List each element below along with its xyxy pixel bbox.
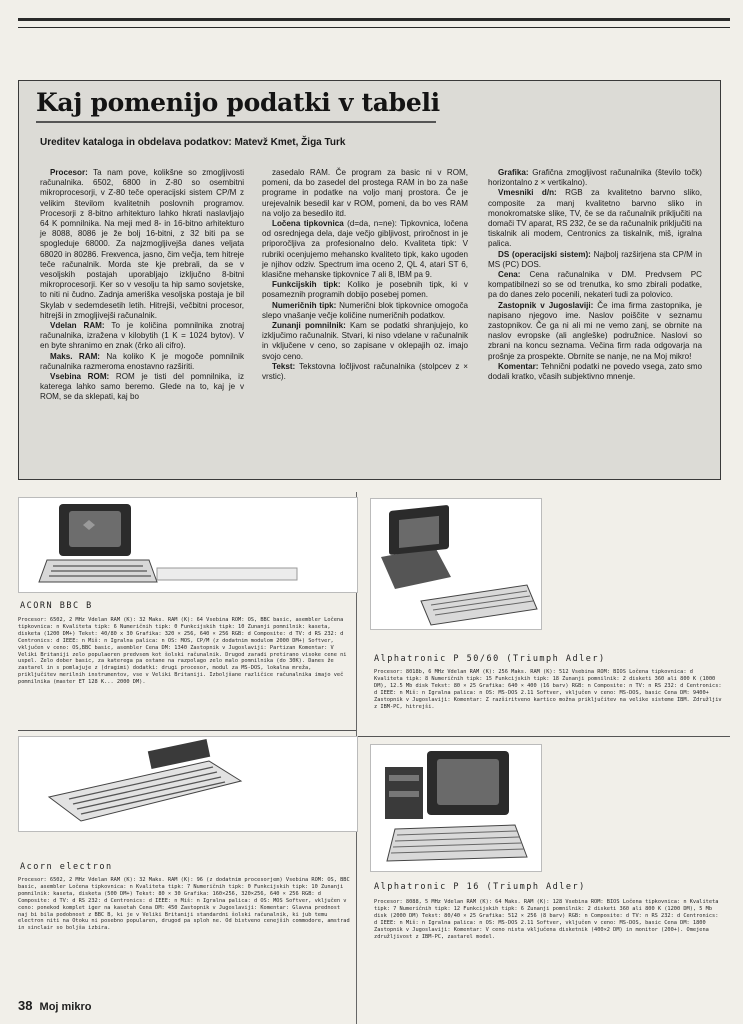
caption-alphatronic-p50: Alphatronic P 50/60 (Triumph Adler) <box>374 654 606 664</box>
definition-paragraph <box>40 168 244 321</box>
definition-term: Tekst: <box>272 361 296 371</box>
definition-text: Numerični blok tipkovnice omogoča slepo vnašanje večje količine numeričnih podatkov. <box>262 300 468 320</box>
title-underline <box>36 121 436 123</box>
definition-text: zasedalo RAM. Če program za basic ni v ROM, pomeni, da bo zasedel del prostega RAM in bo za naše programe in podatke na voljo manj prostora. Če je urejevalnik besedil kar v ROM, pomeni, da bo ves RAM na voljo za besedilo itd. <box>262 168 468 218</box>
definition-text: Cena računalnika v DM. Predvsem PC kompatibilnezi so se od trenutka, ko smo zbirali podatke, pa do danes zelo pocenili, nekateri tudi za polovico. <box>488 270 702 300</box>
definition-term: Zunanji pomnilnik: <box>272 321 346 331</box>
photo-acorn-bbc-b <box>18 497 358 593</box>
definition-text: Grafična zmogljivost računalnika (število točk) horizontalno z × vertikalno). <box>488 168 702 188</box>
definition-paragraph <box>40 321 244 352</box>
row-divider-left <box>18 730 356 731</box>
text-column-1 <box>40 168 244 403</box>
caption-alphatronic-p16: Alphatronic P 16 (Triumph Adler) <box>374 882 586 892</box>
photo-alphatronic-p16 <box>370 744 542 872</box>
credits: Ureditev kataloga in obdelava podatkov: Matevž Kmet, Žiga Turk <box>40 137 346 148</box>
definition-paragraph <box>262 301 468 321</box>
definition-paragraph <box>40 352 244 372</box>
definition-paragraph <box>488 250 702 270</box>
caption-acorn-bbc-b: ACORN BBC B <box>20 601 93 611</box>
definition-text: Kam se podatki shranjujejo, ko izključimo računalnik. Stvari, ki niso vdelane v računalnik in vključene v ceno, so zapisane v oklepajih oz. imajo svojo ceno. <box>262 321 468 361</box>
definition-term: Numeričnih tipk: <box>272 300 337 310</box>
definition-text: To je količina pomnilnika znotraj računalnika, izražena v kilobytih (1 K = 1024 bytov). V en byte shranimo en znak (črko ali cifro). <box>40 321 244 351</box>
definition-term: Komentar: <box>498 361 539 371</box>
row-divider-right <box>357 736 730 737</box>
definition-term: Ločena tipkovnica <box>272 219 344 229</box>
definition-term: Cena: <box>498 270 521 280</box>
spec-acorn-bbc-b: Procesor: 6502, 2 MHz Vdelan RAM (K): 32 Maks. RAM (K): 64 Vsebina ROM: OS, BBC basic, asembler Ločena tipkovnica: n Kvaliteta tipk: 6 Numeričnih tipk: 0 Funkcijskih tipk: 10 Zunanji pomnilnik: kaseta, disketa (1200 DM+) Tekst: 40/80 x 30 Grafika: 320 × 256, 640 × 256 RGB: d Composite: d TV: d RS 232: d Centronics: d IEEE: n Miš: n Igralna palica: n OS: MOS, CP/M (z dodatnim modulom 2000 DM+) Softver, vključen v ceno: OS,BBC basic, asembler Cena DM: 1340 Zastopnik v Jugoslaviji: Partizan Komentar: V Veliki Britaniji zelo populaeren predvsem kot šolski računalnik. Drugod zaradi pretirano visoke cene ni uspel. Zelo dober basic, za katerega pa ostane na razpolago zelo malo pomnilnika (do 30K). Danes že zastarel in s pomlajuje z (dragimi) dodatki: drugi procesor, modul za MS-DOS, lokalna mreža, priključitev merilnih instrumentov, vse v Veliki Britaniji. Izboljšane različice računalnika imajo več pomnilnika (master ET 128 K... 2000 DM). <box>18 617 347 686</box>
photo-alphatronic-p50 <box>370 498 542 630</box>
definition-paragraph <box>488 270 702 301</box>
caption-acorn-electron: Acorn electron <box>20 862 113 872</box>
definition-term: Vmesniki d/n: <box>498 188 557 198</box>
definition-text: Če ima firma zastopnika, je napisano njegovo ime. Naslov poiščite v seznamu zastopnikov. Če ga ni ali mi ne vemo zanj, se obrnite na naslov evropske (ali angleške) podružnice. Naslovi so zbrani na koncu seznama. Večina firm rada odgovarja na prošnje za prospekte. Obrnite se nanje, ne na Moj mikro! <box>488 300 702 361</box>
page-title: Kaj pomenijo podatki v tabeli <box>36 88 440 117</box>
definition-text: ROM je tisti del pomnilnika, iz katerega lahko samo beremo. Glede na to, kaj je v ROM, se da sklepati, kaj bo <box>40 372 244 402</box>
definition-term: Funkcijskih tipk: <box>272 280 341 290</box>
top-rule-thick <box>18 18 730 21</box>
text-column-3 <box>488 168 702 382</box>
definition-paragraph <box>262 168 468 219</box>
definition-text: (d=da, n=ne): Tipkovnica, ločena od osrednjega dela, daje večjo gibljivost, priročnost in je priporočljiva za profesionalno delo. Kvaliteta tipk: V rubriki ocenjujemo mehansko kvaliteto tipk, kako ugoden je njihov odziv. Spectrum ima oceno 2, QL 4, atari ST 6, klasične mehanske tipkovnice 7 ali 8, IBM pa 9. <box>262 219 468 280</box>
definition-term: Grafika: <box>498 168 529 177</box>
definition-term: Zastopnik v Jugoslaviji: <box>498 300 594 310</box>
definition-paragraph <box>262 219 468 280</box>
definition-text: Ta nam pove, kolikšne so zmogljivosti računalnika. 6502, 6800 in Z-80 so osembitni mikroprocesorji, v Z-80 teče operacijski sistem CP/M z velikim številom kvalitetnih poslovnih programov. Procesorji z 8-bitno arhitekturo lahko hkrati naslavljajo 64 K pomnilnika. Na meji med 8- in 16-bitno arhitekturo je 8088, 8086 je že bolj 16-bitni, z 32 biti pa se spogleduje 68000. Za najzmogljivejša danes veljata 68020 in 80286. Freкvenca, jasno, čim večja, tem hitreje teče računalnik. Morda ste kje prebrali, da se v vesoljskih postajah uporabljajo izključno 8-bitni mikroprocesorji. Ker so v vesolju ta hip samo sovjetske, to niti ni čudno. Zadnja ameriška vesoljska postaja je bil Skylab v sedemdesetih letih. Hitrejši, večbitni procesor, hitrejši in zmogljivejši računalnik. <box>40 168 244 320</box>
definition-text: Na koliko K je mogoče pomnilnik računalnika razmeroma enostavno razširiti. <box>40 351 245 371</box>
page-number: 38 <box>18 998 33 1013</box>
magazine-name: Moj mikro <box>39 1001 92 1013</box>
definition-paragraph <box>40 372 244 403</box>
definition-paragraph <box>262 362 468 382</box>
definition-text: Koliko je posebnih tipk, ki v posameznih programih dobijo posebej pomen. <box>262 280 468 300</box>
definition-term: Maks. RAM: <box>50 351 101 361</box>
definition-term: Vdelan RAM: <box>50 321 105 331</box>
definition-term: DS (operacijski sistem): <box>498 249 591 259</box>
spec-alphatronic-p16: Procesor: 8088, 5 MHz Vdelan RAM (K): 64 Maks. RAM (K): 128 Vsebina ROM: BIOS Ločena tipkovnica: n Kvaliteta tipk: 7 Numeričnih tipk: 12 Funkcijskih tipk: 6 Zunanji pomnilnik: 2 disketi 360 ali 800 K (1200 DM), 5 Mb disk (2000 DM) Tekst: 80/40 × 25 Grafika: 512 × 256 (8 barv) RGB: n Composite: d TV: n RS 232: d Centronics: d IEEE: n Miš: n Igralna palica: n OS: MS-DOS 2.11 Softver, vključen v ceno: MS-DOS, basic Cena DM: 1800 Zastopnik v Jugoslaviji: Komentar: V ceno nista vključena disketnik (400×2 DM) in monitor (200+). Omejena združljivost z IBM-PC, zastarel model. <box>374 899 719 940</box>
definition-term: Vsebina ROM: <box>50 372 110 382</box>
definition-text: Najbolj razširjena sta CP/M in MS (PC) DOS. <box>488 249 702 269</box>
definition-term: Procesor: <box>50 168 88 177</box>
photo-acorn-electron <box>18 736 358 832</box>
definition-paragraph <box>488 362 702 382</box>
definition-text: Tehnični podatki ne povedo vsega, zato smo dodali kratko, včasih subjektivno mnenje. <box>488 361 702 382</box>
top-rule-thin <box>18 27 730 28</box>
definition-paragraph <box>488 168 702 188</box>
page-footer <box>18 998 91 1013</box>
spec-alphatronic-p50: Procesor: 8018b, 6 MHz Vdelan RAM (K): 256 Maks. RAM (K): 512 Vsebina ROM: BIOS Ločena tipkovnica: d Kvaliteta tipk: 8 Numeričnih tipk: 15 Funkcijskih tipk: 18 Zunanji pomnilnik: 2 disketi 360 ali 800 K (1000 DM), 12.5 Mb disk Tekst: 80 × 25 Grafika: 640 × 400 (16 barv) RGB: n Composite: n TV: n RS 232: d Centronics: d IEEE: n Miš: n Igralna palica: n OS: MS-DOS 2.11 Softver, vključen v ceno: MS-DOS, basic Cena DM: 9400+ Zastopnik v Jugoslaviji: Komentar: Z razširitveno kartico možna priključitev na velike sisteme IBM. Združljiv z IBM-PC, hitrejši. <box>374 669 722 710</box>
definition-text: Tekstovna ločljivost računalnika (stolpcev z × vrstic). <box>262 361 468 382</box>
definition-paragraph <box>488 188 702 249</box>
definition-text: RGB za kvalitetno barvno sliko, composite za manj kvalitetno barvno sliko in monokromatske slike, TV, če se da računalnik priključiti na domači TV aparat, RS 232, če se da računalnik priključiti na tiskalnik ali modem, Centronics za tiskalnik, miš, igralna palica. <box>488 188 702 249</box>
spec-acorn-electron: Procesor: 6502, 2 MHz Vdelan RAM (K): 32 Maks. RAM (K): 96 (z dodatnim procesorjem) Vsebina ROM: OS, BBC basic, asembler Ločena tipkovnica: n Kvaliteta tipk: 7 Numeričnih tipk: 0 Funkcijskih tipk: 10 Zunanji pomnilnik: kaseta, disketa (500 DM+) Tekst: 80 × 30 Grafika: 160×256, 320×256, 640 × 256 RGB: d Composite: d TV: d RS 232: d Centronics: d IEEE: n Miš: n Igralna palica: d OS: MOS Softver, vključen v ceno: ponekod komplet iger na kasetah Cena DM: 450 Zastopnik v Jugoslaviji: Komentar: Glavna prednost naj bi bila podobnost z BBC B, ki je v Veliki Britaniji standardni šolski računalnik, ki jub temu electron niti na Otoku ni posebno popularen, drugod pa sploh ne. Od bistveno cenejših commodore, amstrad in sinclair so boljša izbira. <box>18 877 350 932</box>
text-column-2 <box>262 168 468 382</box>
definition-paragraph <box>488 301 702 362</box>
definition-paragraph <box>262 280 468 300</box>
definition-paragraph <box>262 321 468 362</box>
